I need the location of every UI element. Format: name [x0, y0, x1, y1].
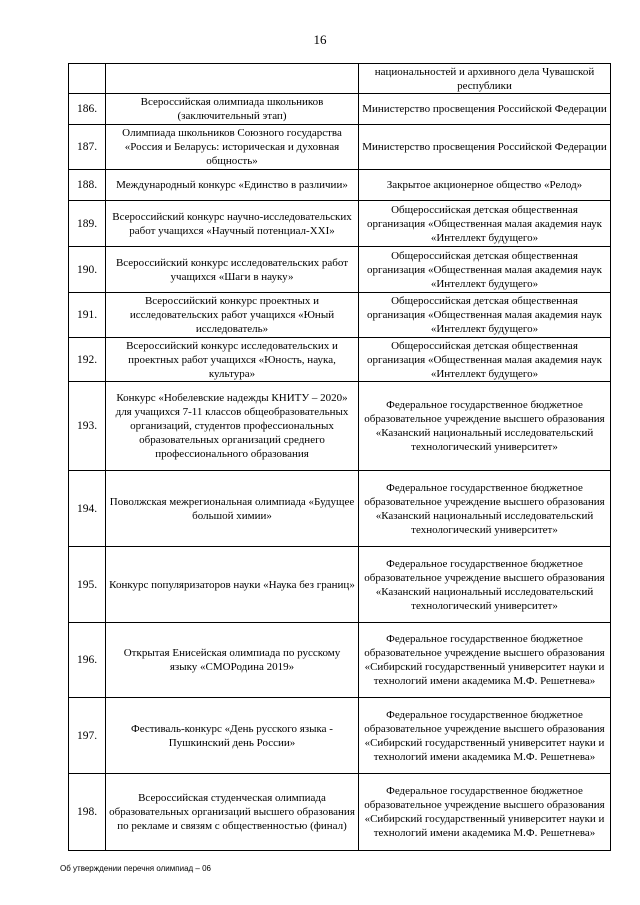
table-row: [69, 698, 611, 774]
organizer: Общероссийская детская общественная организация «Общественная малая академия наук «Интеллект будущего»: [359, 247, 611, 293]
organizer: Министерство просвещения Российской Федерации: [359, 94, 611, 125]
olympiad-name: [106, 64, 359, 94]
table-row: [69, 547, 611, 623]
table-row: [69, 64, 611, 94]
page-number: 16: [313, 32, 327, 47]
table-row: [69, 125, 611, 170]
row-number: 191.: [69, 293, 106, 338]
organizer: Общероссийская детская общественная организация «Общественная малая академия наук «Интеллект будущего»: [359, 201, 611, 247]
row-number: 188.: [69, 170, 106, 201]
row-number: 189.: [69, 201, 106, 247]
row-number: 192.: [69, 338, 106, 382]
olympiad-name: Конкурс «Нобелевские надежды КНИТУ – 2020» для учащихся 7-11 классов общеобразовательных организаций, студентов профессиональных образовательных организаций среднего профессионального образования: [106, 382, 359, 471]
row-number: 196.: [69, 623, 106, 698]
table-row: [69, 774, 611, 851]
olympiad-name: Всероссийский конкурс исследовательских и проектных работ учащихся «Юность, наука, культура»: [106, 338, 359, 382]
organizer: Федеральное государственное бюджетное образовательное учреждение высшего образования «Сибирский государственный университет науки и технологий имени академика М.Ф. Решетнева»: [359, 774, 611, 851]
olympiad-name: Международный конкурс «Единство в различии»: [106, 170, 359, 201]
organizer: Общероссийская детская общественная организация «Общественная малая академия наук «Интеллект будущего»: [359, 293, 611, 338]
table-row: [69, 623, 611, 698]
table-row: [69, 293, 611, 338]
table-row: [69, 247, 611, 293]
row-number: 195.: [69, 547, 106, 623]
organizer: Федеральное государственное бюджетное образовательное учреждение высшего образования «Казанский национальный исследовательский технологический университет»: [359, 471, 611, 547]
table-row: [69, 170, 611, 201]
organizer: Федеральное государственное бюджетное образовательное учреждение высшего образования «Казанский национальный исследовательский технологический университет»: [359, 547, 611, 623]
organizer: национальностей и архивного дела Чувашской республики: [359, 64, 611, 94]
organizer: Министерство просвещения Российской Федерации: [359, 125, 611, 170]
organizer: Общероссийская детская общественная организация «Общественная малая академия наук «Интеллект будущего»: [359, 338, 611, 382]
row-number: 194.: [69, 471, 106, 547]
table-row: [69, 471, 611, 547]
olympiad-name: Всероссийский конкурс исследовательских работ учащихся «Шаги в науку»: [106, 247, 359, 293]
organizer: Федеральное государственное бюджетное образовательное учреждение высшего образования «Казанский национальный исследовательский технологический университет»: [359, 382, 611, 471]
olympiad-table: [68, 63, 611, 851]
table-row: [69, 382, 611, 471]
organizer: Федеральное государственное бюджетное образовательное учреждение высшего образования «Сибирский государственный университет науки и технологий имени академика М.Ф. Решетнева»: [359, 698, 611, 774]
table-row: [69, 94, 611, 125]
row-number: 190.: [69, 247, 106, 293]
olympiad-name: Олимпиада школьников Союзного государства «Россия и Беларусь: историческая и духовная общность»: [106, 125, 359, 170]
olympiad-name: Конкурс популяризаторов науки «Наука без границ»: [106, 547, 359, 623]
olympiad-name: Открытая Енисейская олимпиада по русскому языку «СМОРодина 2019»: [106, 623, 359, 698]
olympiad-name: Фестиваль-конкурс «День русского языка - Пушкинский день России»: [106, 698, 359, 774]
olympiad-name: Поволжская межрегиональная олимпиада «Будущее большой химии»: [106, 471, 359, 547]
table-row: [69, 201, 611, 247]
row-number: 193.: [69, 382, 106, 471]
row-number: 187.: [69, 125, 106, 170]
olympiad-name: Всероссийский конкурс научно-исследовательских работ учащихся «Научный потенциал-XXI»: [106, 201, 359, 247]
olympiad-name: Всероссийская олимпиада школьников (заключительный этап): [106, 94, 359, 125]
organizer: Федеральное государственное бюджетное образовательное учреждение высшего образования «Сибирский государственный университет науки и технологий имени академика М.Ф. Решетнева»: [359, 623, 611, 698]
table-row: [69, 338, 611, 382]
row-number: [69, 64, 106, 94]
row-number: 198.: [69, 774, 106, 851]
row-number: 197.: [69, 698, 106, 774]
organizer: Закрытое акционерное общество «Релод»: [359, 170, 611, 201]
document-footer: Об утверждении перечня олимпиад – 06: [60, 864, 211, 873]
row-number: 186.: [69, 94, 106, 125]
olympiad-name: Всероссийский конкурс проектных и исследовательских работ учащихся «Юный исследователь»: [106, 293, 359, 338]
olympiad-name: Всероссийская студенческая олимпиада образовательных организаций высшего образования по рекламе и связям с общественностью (финал): [106, 774, 359, 851]
